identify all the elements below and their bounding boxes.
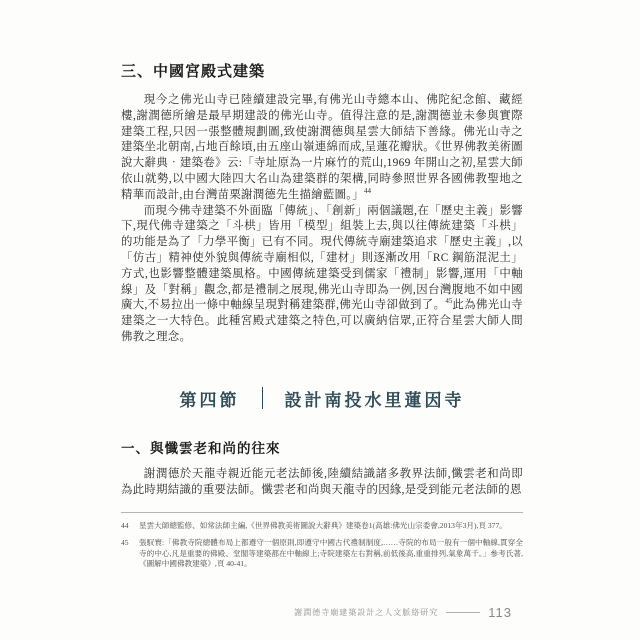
- section-heading: 三、中國宮殿式建築: [121, 64, 266, 80]
- footnote-45-number: 45: [121, 538, 129, 548]
- chapter-heading: [121, 386, 523, 411]
- paragraph-1-text: 現今之佛光山寺已陸續建設完畢,有佛光山寺總本山、佛陀紀念館、藏經樓,謝潤德所繪是最早期建設的佛光山寺。值得注意的是,謝潤德並未參與實際建築工程,只因一張整體規劃圖,致使謝潤德與星雲大師結下善緣。佛光山寺之建築坐北朝南,占地百餘頃,由五座山嶺連綿而成,呈蓮花瓣狀。《世界佛教美術圖說大辭典‧建築卷》云:「寺址原為一片麻竹的荒山,1969 年開山之初,星雲大師依山就勢,以中國大陸四大名山為建築群的架構,同時參照世界各國佛教聖地之精華而設計,由台灣苗栗謝潤德先生描繪藍圖。」: [121, 94, 523, 201]
- footnote-ref-45: 45: [445, 297, 453, 306]
- page-content: [121, 60, 523, 498]
- footnote-45: [121, 538, 523, 569]
- chapter-title: 設計南投水里蓮因寺: [284, 390, 465, 410]
- footnote-45-text: 張馭寰:「佛教寺院總體布局上都遵守一個原則,即遵守中國古代禮制制度,……寺院的布局一般有一個中軸線,貫穿全寺的中心,凡是重要的佛殿、堂閣等建築都在中軸線上;寺院建築左右對稱,前低後高,重重排列,氣象萬千。」參考氏著,《圖解中國佛教建築》,頁 40-41。: [139, 538, 523, 568]
- paragraph-2-text-before: 而現今佛寺建築不外面臨「傳統」、「創新」兩個議題,在「歷史主義」影響下,現代佛寺建築之「斗栱」皆用「模型」組裝上去,與以往傳統建築「斗栱」的功能是為了「力學平衡」已有不同。現代傳統寺廟建築追求「歷史主義」,以「仿古」精神使外貌與傳統寺廟相似,「建材」則逐漸改用「RC 鋼筋混泥土」方式,也影響整體建築風格。中國傳統建築受到儒家「禮制」影響,運用「中軸線」及「對稱」觀念,都是禮制之展現,佛光山寺即為一例,因台灣腹地不如中國廣大,不易拉出一條中軸線呈現對稱建築群,佛光山寺卻做到了。: [121, 204, 523, 312]
- paragraph-2: [121, 204, 523, 346]
- footnote-ref-44: 44: [363, 186, 371, 195]
- footnote-44-number: 44: [121, 521, 129, 530]
- paragraph-3: 謝潤德於天龍寺親近能元老法師後,陸續結識諸多教界法師,懺雲老和尚即為此時期結識的重要法師。懺雲老和尚與天龍寺的因緣,是受到能元老法師的恩: [121, 467, 523, 496]
- paragraph-2-text-after: 此為佛光山寺建築之一大特色。此種宮殿式建築之特色,可以廣納信眾,正符合星雲大師人間佛教之理念。: [121, 299, 523, 343]
- footnote-44-text: 星雲大師總監修、如常法師主編,《世界佛教美術圖說大辭典》建築卷1(高雄:佛光山宗委會,2013年3月),頁 377。: [139, 521, 507, 530]
- chapter-number: 第四節: [179, 390, 240, 410]
- page-footer: [294, 605, 512, 620]
- running-title: 謝潤德寺廟建築設計之人文脈絡研究: [294, 608, 439, 617]
- footnote-separator: [121, 512, 523, 513]
- paragraph-1: [121, 93, 523, 204]
- chapter-heading-divider: [262, 387, 263, 409]
- page-number: 113: [488, 605, 512, 620]
- footer-rule: [446, 612, 480, 613]
- footnotes-section: [121, 512, 523, 576]
- footnote-44: [121, 521, 523, 531]
- subsection-heading: 一、與懺雲老和尚的往來: [121, 440, 281, 456]
